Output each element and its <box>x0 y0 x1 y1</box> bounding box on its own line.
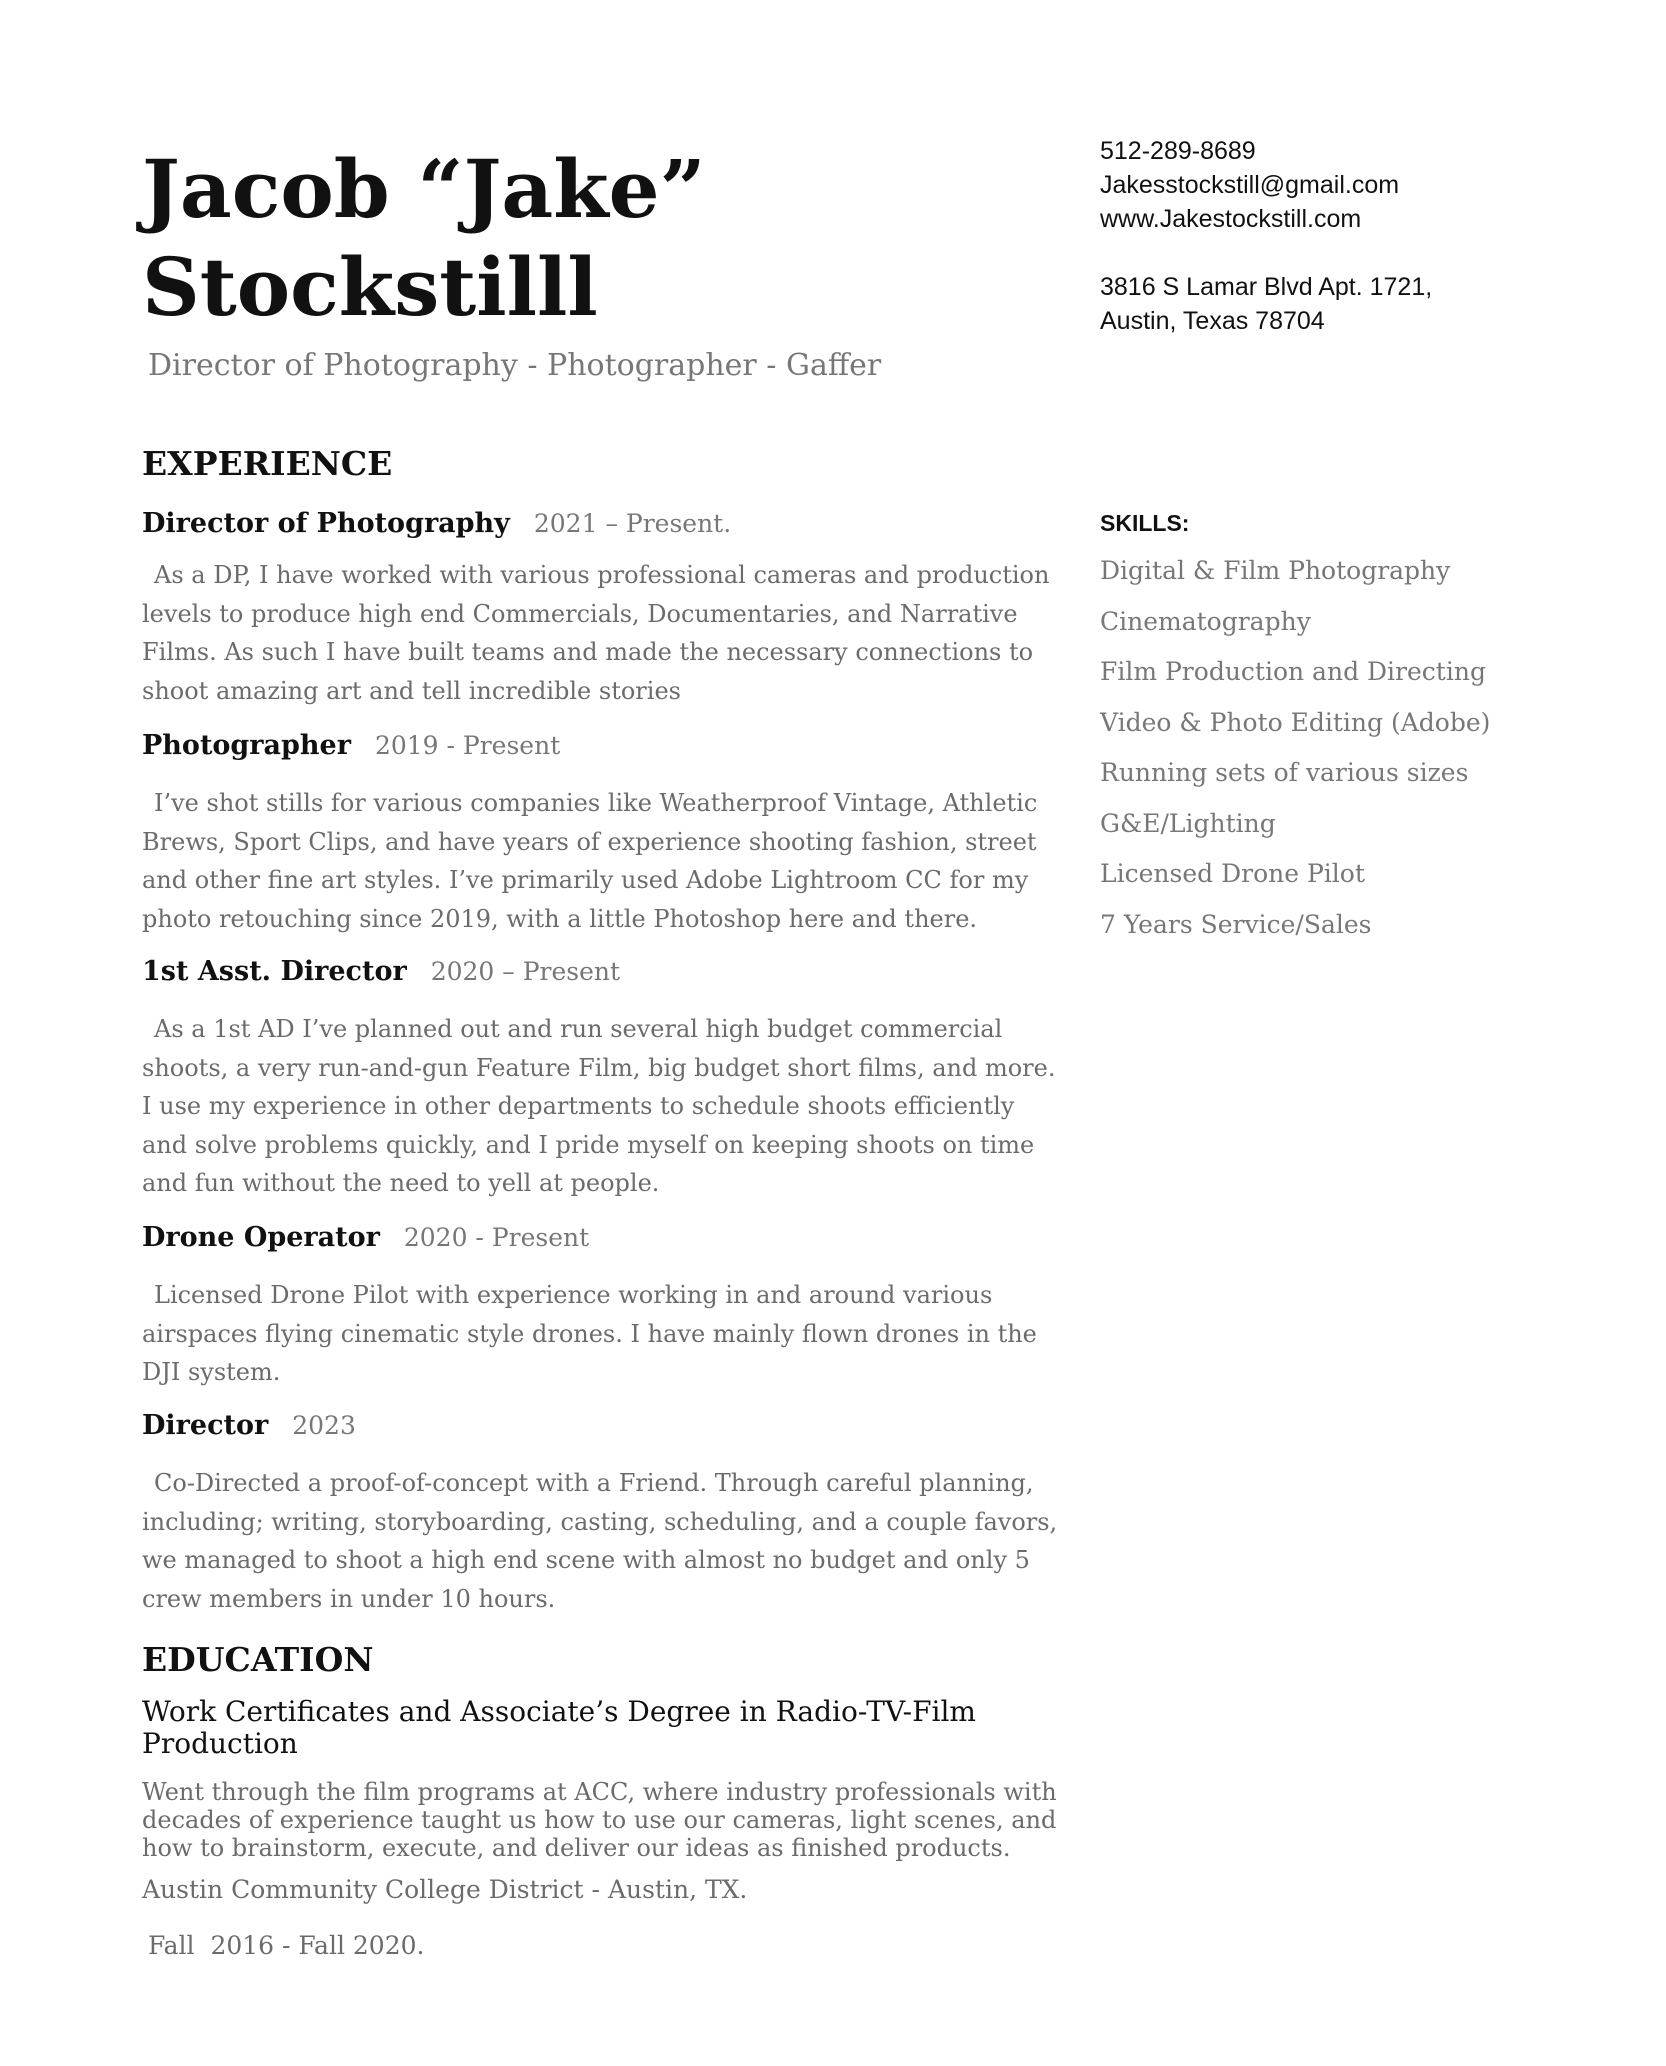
description-line: airspaces flying cinematic style drones. I have mainly flown drones in the <box>142 1319 1037 1348</box>
job-title-row <box>142 730 560 761</box>
description-line: I use my experience in other departments to schedule shoots efficiently <box>142 1092 1015 1120</box>
job-description <box>142 1464 1058 1618</box>
name-block <box>142 140 706 336</box>
description-line: shoots, a very run-and-gun Feature Film, big budget short films, and more. <box>142 1053 1056 1082</box>
job-dates: 2021 – Present. <box>533 509 732 538</box>
job-role: Director of Photography <box>142 508 510 539</box>
degree-title-line: Work Certificates and Associate’s Degree in Radio-TV-Film <box>142 1695 976 1728</box>
website-url: www.Jakestockstill.com <box>1100 205 1362 233</box>
description-line: photo retouching since 2019, with a little Photoshop here and there. <box>142 904 978 933</box>
address-line-1: 3816 S Lamar Blvd Apt. 1721, <box>1100 273 1433 301</box>
description-line: levels to produce high end Commercials, Documentaries, and Narrative <box>142 599 1018 628</box>
description-line: decades of experience taught us how to use our cameras, light scenes, and <box>142 1806 1057 1834</box>
job-title-row <box>142 956 620 987</box>
skills-section <box>1100 510 1490 959</box>
description-line: Brews, Sport Clips, and have years of experience shooting fashion, street <box>142 827 1037 856</box>
job-title-row <box>142 1410 356 1441</box>
description-line: and solve problems quickly, and I pride myself on keeping shoots on time <box>142 1130 1035 1159</box>
description-line: Went through the film programs at ACC, where industry professionals with <box>142 1778 1057 1806</box>
description-line: I’ve shot stills for various companies like Weatherproof Vintage, Athletic <box>154 789 1038 817</box>
description-line: shoot amazing art and tell incredible stories <box>142 676 681 705</box>
job-dates: 2020 - Present <box>403 1223 590 1252</box>
skill-item: Running sets of various sizes <box>1100 758 1469 787</box>
degree-title <box>142 1696 976 1760</box>
name-last-line: Stockstilll <box>142 240 598 334</box>
skill-item: Cinematography <box>1100 606 1311 636</box>
job-role: Director <box>142 1410 269 1441</box>
contact-spacer <box>1100 236 1432 270</box>
description-line: crew members in under 10 hours. <box>142 1584 556 1613</box>
description-line: and fun without the need to yell at people. <box>142 1169 660 1197</box>
skill-item: Licensed Drone Pilot <box>1100 859 1365 888</box>
education-heading: EDUCATION <box>142 1640 374 1679</box>
school-name: Austin Community College District - Austin, TX. <box>142 1875 748 1904</box>
education-description <box>142 1778 1057 1862</box>
job-description <box>142 784 1038 938</box>
job-dates: 2020 – Present <box>430 957 621 986</box>
job-description <box>142 1010 1056 1203</box>
name-first-line: Jacob “Jake” <box>142 142 706 236</box>
degree-title-line: Production <box>142 1727 298 1760</box>
description-line: DJI system. <box>142 1358 281 1386</box>
skill-item: Video & Photo Editing (Adobe) <box>1100 707 1491 737</box>
description-line: we managed to shoot a high end scene with almost no budget and only 5 <box>142 1546 1030 1574</box>
email-address: Jakesstockstill@gmail.com <box>1100 171 1400 199</box>
education-dates: Fall 2016 - Fall 2020. <box>148 1931 425 1960</box>
description-line: Licensed Drone Pilot with experience working in and around various <box>154 1281 993 1309</box>
job-role: Drone Operator <box>142 1222 380 1253</box>
skill-item: 7 Years Service/Sales <box>1100 909 1372 939</box>
description-line: Co-Directed a proof-of-concept with a Friend. Through careful planning, <box>154 1469 1034 1497</box>
phone-number: 512-289-8689 <box>1100 137 1256 165</box>
job-role: Photographer <box>142 730 351 761</box>
job-tagline: Director of Photography - Photographer - Gaffer <box>148 348 882 383</box>
job-description <box>142 1276 1037 1392</box>
description-line: including; writing, storyboarding, casting, scheduling, and a couple favors, <box>142 1507 1058 1536</box>
description-line: As a DP, I have worked with various professional cameras and production <box>154 561 1050 589</box>
description-line: and other fine art styles. I’ve primarily used Adobe Lightroom CC for my <box>142 866 1029 894</box>
address-line-2: Austin, Texas 78704 <box>1100 307 1325 335</box>
contact-block <box>1100 134 1432 338</box>
job-description <box>142 556 1050 710</box>
job-role: 1st Asst. Director <box>142 956 407 987</box>
skills-heading: SKILLS: <box>1100 510 1190 536</box>
skill-item: Film Production and Directing <box>1100 657 1486 686</box>
experience-heading: EXPERIENCE <box>142 444 393 483</box>
job-dates: 2019 - Present <box>374 731 561 760</box>
skill-item: Digital & Film Photography <box>1100 556 1451 585</box>
description-line: how to brainstorm, execute, and deliver our ideas as finished products. <box>142 1834 1011 1862</box>
description-line: Films. As such I have built teams and made the necessary connections to <box>142 638 1034 666</box>
job-title-row <box>142 508 731 539</box>
job-dates: 2023 <box>292 1411 356 1440</box>
skill-item: G&E/Lighting <box>1100 808 1276 838</box>
description-line: As a 1st AD I’ve planned out and run several high budget commercial <box>154 1015 1003 1043</box>
job-title-row <box>142 1222 589 1253</box>
